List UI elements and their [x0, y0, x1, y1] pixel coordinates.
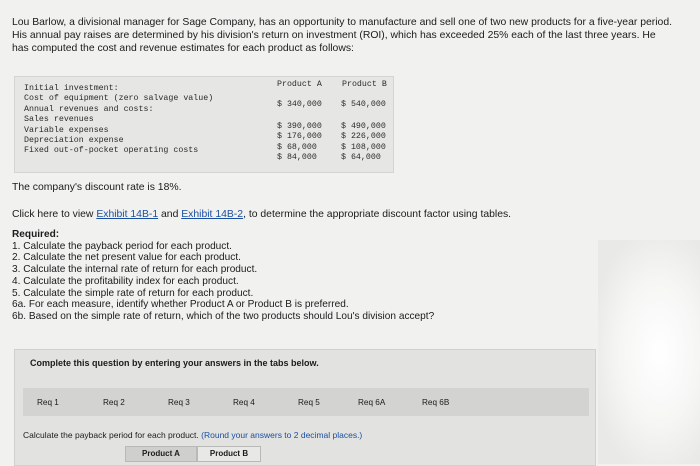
row-label: Variable expenses — [24, 125, 109, 135]
row-label: Annual revenues and costs: — [24, 104, 154, 114]
product-header-row — [125, 446, 265, 462]
instruction-text: Calculate the payback period for each product. — [23, 430, 199, 440]
product-a-values — [277, 122, 322, 164]
required-section — [12, 229, 434, 323]
problem-intro: Lou Barlow, a divisional manager for Sage Company, has an opportunity to manufacture and sell one of two new products for a five-year period. His annual pay raises are determined by his division's return on investment (ROI), which has exceeded 25% each of the last three years. He has computed the cost and revenue estimates for each product as follows: — [12, 17, 672, 54]
cell-b: $ 490,000 — [341, 122, 386, 131]
exhibit-suffix: , to determine the appropriate discount factor using tables. — [243, 209, 512, 220]
cell-a: $ 176,000 — [277, 132, 322, 142]
tab-req-3[interactable]: Req 3 — [168, 398, 190, 407]
tab-req-6a[interactable]: Req 6A — [358, 398, 386, 407]
exhibit-14b-2-link[interactable]: Exhibit 14B-2 — [181, 209, 244, 220]
product-b-column-header: Product B — [197, 446, 261, 462]
cell-a: $ 68,000 — [277, 142, 317, 152]
tab-req-1[interactable]: Req 1 — [37, 398, 59, 407]
required-title: Required: — [12, 229, 60, 240]
cell-a: $ 390,000 — [277, 122, 322, 131]
required-item: 4. Calculate the profitability index for each product. — [12, 275, 239, 287]
row-label: Fixed out-of-pocket operating costs — [24, 146, 199, 156]
header-product-a: Product A — [277, 80, 322, 89]
tab-req-5[interactable]: Req 5 — [298, 398, 320, 407]
tab-req-6b[interactable]: Req 6B — [422, 398, 450, 407]
cell-b: $ 108,000 — [341, 142, 386, 152]
row-label: Cost of equipment (zero salvage value) — [24, 94, 214, 104]
cell-a: $ 340,000 — [277, 100, 322, 109]
cell-b: $ 64,000 — [341, 153, 381, 163]
tab-instruction — [23, 430, 362, 440]
exhibit-middle: and — [158, 209, 182, 220]
product-a-column-header: Product A — [125, 446, 197, 462]
exhibit-text — [12, 209, 511, 220]
required-item: 3. Calculate the internal rate of return for each product. — [12, 264, 258, 276]
tab-req-2[interactable]: Req 2 — [103, 398, 125, 407]
panel-title: Complete this question by entering your answers in the tabs below. — [30, 358, 319, 368]
row-label: Sales revenues — [24, 115, 94, 125]
rounding-note: (Round your answers to 2 decimal places.) — [201, 430, 363, 440]
required-item: 6b. Based on the simple rate of return, which of the two products should Lou's division accept? — [12, 310, 435, 322]
header-product-b: Product B — [342, 80, 387, 89]
cost-revenue-table — [14, 76, 394, 173]
required-item: 6a. For each measure, identify whether Product A or Product B is preferred. — [12, 299, 349, 311]
exhibit-14b-1-link[interactable]: Exhibit 14B-1 — [96, 209, 159, 220]
tab-req-4[interactable]: Req 4 — [233, 398, 255, 407]
cell-b: $ 540,000 — [341, 100, 386, 109]
row-label: Initial investment: — [24, 84, 119, 93]
exhibit-prefix: Click here to view — [12, 209, 97, 220]
required-item: 1. Calculate the payback period for each product. — [12, 240, 232, 252]
row-label: Depreciation expense — [24, 136, 124, 146]
discount-rate-text: The company's discount rate is 18%. — [12, 182, 182, 193]
light-glare — [598, 240, 700, 464]
cell-b: $ 226,000 — [341, 132, 386, 142]
required-item: 2. Calculate the net present value for each product. — [12, 252, 241, 264]
required-item: 5. Calculate the simple rate of return for each product. — [12, 287, 254, 299]
cell-a: $ 84,000 — [277, 153, 317, 163]
answer-panel — [14, 349, 596, 466]
product-b-values — [341, 122, 386, 164]
row-labels — [24, 84, 213, 157]
